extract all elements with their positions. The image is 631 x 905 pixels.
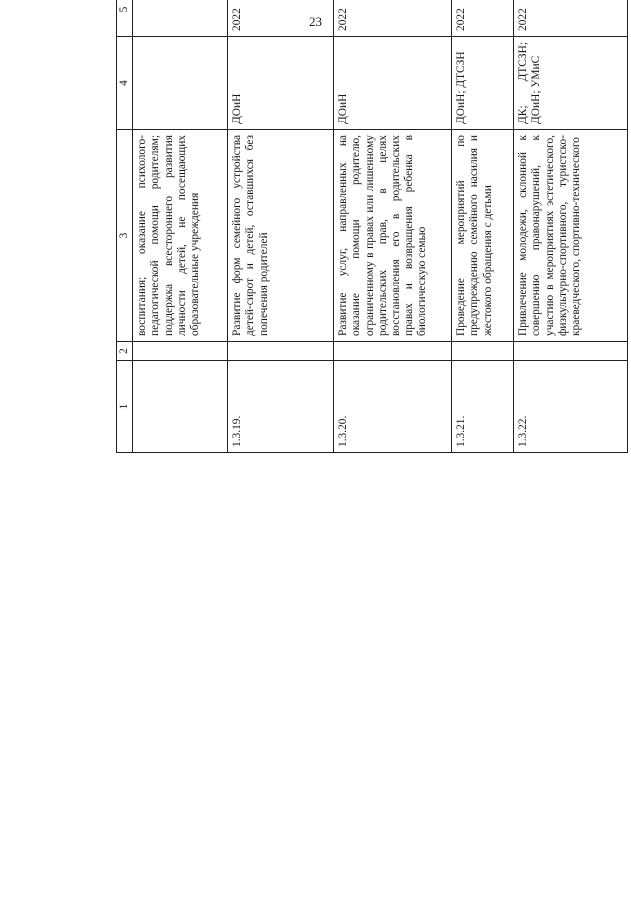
row-start-year: 2022 bbox=[227, 0, 333, 36]
header-cell: 5 bbox=[116, 0, 132, 36]
row-name bbox=[333, 341, 451, 360]
row-start-year bbox=[132, 0, 227, 36]
row-name bbox=[451, 341, 513, 360]
row-name bbox=[132, 341, 227, 360]
rotated-table-container bbox=[116, 0, 626, 453]
table-row bbox=[333, 0, 451, 452]
row-measure: Развитие форм семейного устройства детей-сирот и детей, оставшихся без попечения родителей bbox=[227, 129, 333, 341]
table-row bbox=[451, 0, 513, 452]
row-number: 1.3.22. bbox=[513, 360, 627, 452]
row-measure: Привлечение молодежи, склонной к совершению правонарушений, к участию в мероприятиях эстетического, физкультурно-спортивного, туристско-краеведческого, спортивно-технического bbox=[513, 129, 627, 341]
row-start-year: 2022 bbox=[513, 0, 627, 36]
table-row bbox=[227, 0, 333, 452]
row-name bbox=[227, 341, 333, 360]
row-executor bbox=[132, 36, 227, 129]
table-header-row bbox=[116, 0, 132, 452]
table-row bbox=[513, 0, 627, 452]
row-number: 1.3.19. bbox=[227, 360, 333, 452]
row-measure: Проведение мероприятий по предупреждению семейного насилия и жестокого обращения с детьми bbox=[451, 129, 513, 341]
row-number bbox=[132, 360, 227, 452]
header-cell: 3 bbox=[116, 129, 132, 341]
row-number: 1.3.20. bbox=[333, 360, 451, 452]
row-start-year: 2022 bbox=[451, 0, 513, 36]
row-executor: ДОиН bbox=[227, 36, 333, 129]
page-number: 23 bbox=[309, 14, 322, 29]
row-name bbox=[513, 341, 627, 360]
measures-table bbox=[116, 0, 628, 453]
row-start-year: 2022 bbox=[333, 0, 451, 36]
header-cell: 2 bbox=[116, 341, 132, 360]
row-measure: воспитания; оказание психолого-педагогической помощи родителям; поддержка всестороннего развития личности детей, не посещающих образовательные учреждения bbox=[132, 129, 227, 341]
row-number: 1.3.21. bbox=[451, 360, 513, 452]
row-executor: ДК; ДТСЗН; ДОиН; УМиС bbox=[513, 36, 627, 129]
row-measure: Развитие услуг, направленных на оказание помощи родителю, ограниченному в правах или лишенному родительских прав, в целях восстановления его в родительских правах и возвращения ребенка в биологическую семью bbox=[333, 129, 451, 341]
row-executor: ДОиН; ДТСЗН bbox=[451, 36, 513, 129]
header-cell: 4 bbox=[116, 36, 132, 129]
table-row bbox=[132, 0, 227, 452]
row-executor: ДОиН bbox=[333, 36, 451, 129]
header-cell: 1 bbox=[116, 360, 132, 452]
